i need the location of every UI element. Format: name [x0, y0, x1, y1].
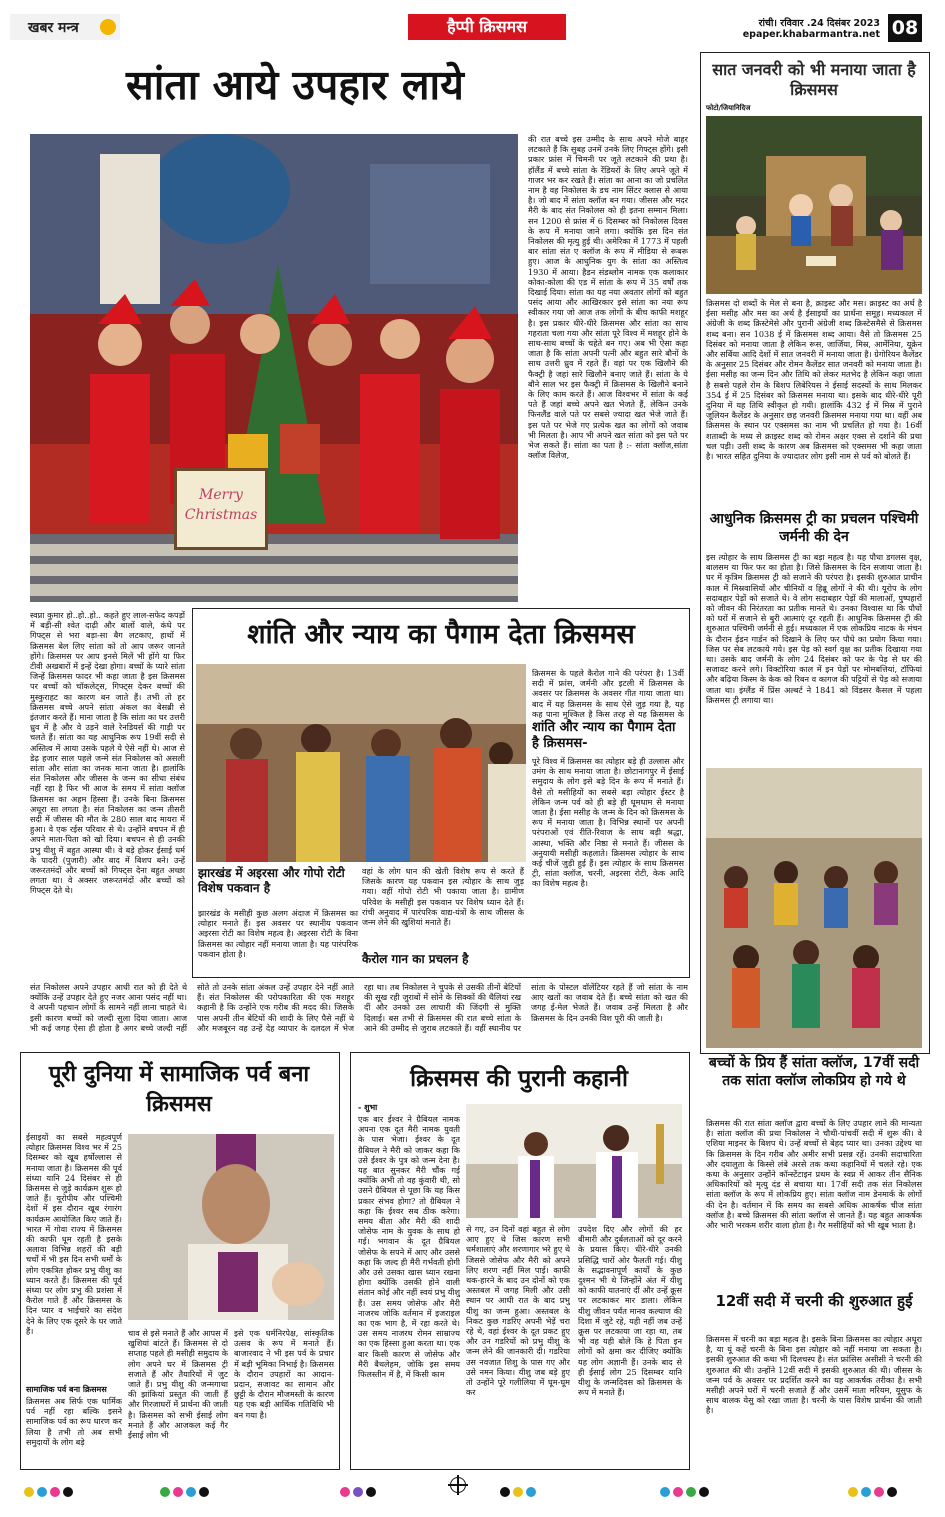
dot-icon: [686, 1487, 696, 1497]
peace-mid-text: वहां के लोग धान की खेती विशेष रूप से करते हैं जिसके कारण यह पकवान इस त्योहार के साथ जुड़ गया। वहीं गोपो रोटी भी पकाया जाता है। ग्रामीण परिवेश के मसीही इस पकवान पर विशेष ध्यान देते हैं। रांची अनुवाद में पारंपरिक वाद्य-यंत्रों के साथ जीसस के जन्म लेने की खुशियां मनाते हैं।: [362, 866, 524, 928]
story-title: क्रिसमस की पुरानी कहानी: [410, 1066, 628, 1092]
footer-dots-4: [500, 1481, 539, 1500]
story-text-c: उपदेश दिए और लोगों की हर बीमारी और दुर्बलताओं को दूर करने के प्रयास किए। धीरे-धीरे उनकी प्रसिद्धि चारों ओर फैलती गई। यीशु के सद्भावनापूर्ण कार्यों के कुछ दुश्मन भी थे जिन्होंने अंत में यीशु को काफी यातनाएं दीं और उन्हें क्रूस पर लटकाकर मार डाला। लेकिन यीशु जीवन पर्यंत मानव कल्याण की दिशा में जुटे रहे, यही नहीं जब उन्हें क्रूस पर लटकाया जा रहा था, तब भी वह यही बोले कि हे पिता इन लोगों को क्षमा कर दीजिए क्योंकि यह लोग अज्ञानी हैं। उनके बाद से ही ईसाई लोग 25 दिसम्बर यानि यीशु के जन्मदिवस को क्रिसमस के रूप में मनाते हैं।: [578, 1224, 682, 1398]
social-title: पूरी दुनिया में सामाजिक पर्व बना क्रिसमस: [48, 1062, 310, 1117]
dot-icon: [160, 1487, 170, 1497]
sidebar-text-4: क्रिसमस में चरनी का बड़ा महत्व है। इसके बिना क्रिसमस का त्योहार अधूरा है, या यूं कहें चरनी के बिना इस त्योहार को नहीं मनाया जा सकता है। इसकी शुरुआत की कथा भी दिलचस्प है। संत फ्रांसिस असीसी ने चरनी की शुरुआत की थी। उन्होंने 12वीं सदी में इसकी शुरुआत की थी। जीसस के जन्म पर्व के अवसर पर प्रदर्शित करने का यह आकर्षक तरीका है। सभी मसीही अपने घरों में चरनी सजाते हैं और उसमें माता मरियम, यूसुफ के साथ बालक येसु को रखा जाता है। चरनी के पास विशेष प्रार्थना की जाती है।: [706, 1334, 922, 1416]
sidebar-title-4: 12वीं सदी में चरनी की शुरुआत हुई: [715, 1292, 913, 1310]
dateline: रांची। रविवार .24 दिसंबर 2023: [758, 18, 880, 29]
dot-icon: [24, 1487, 34, 1497]
page-title: सांता आये उपहार लाये: [126, 61, 464, 109]
board-text-1: Merry: [199, 487, 243, 503]
sidebar-title-1: सात जनवरी को भी मनाया जाता है क्रिसमस: [712, 60, 916, 99]
registration-mark-icon: [450, 1477, 466, 1493]
dot-icon: [500, 1487, 510, 1497]
dot-icon: [173, 1487, 183, 1497]
logo-text: खबर मन्त्र: [28, 20, 79, 36]
sidebar-text-2: इस त्योहार के साथ क्रिसमस ट्री का बड़ा महत्व है। यह पौधा डगलस वृक्ष, बालसम या फिर फर का होता है। जिसे क्रिसमस के दिन सजाया जाता है। घर में कृत्रिम क्रिसमस ट्री को सजाने की परंपरा है। इसकी शुरुआत प्राचीन काल में मिस्रवासियों और चीनियों व हिब्रू लोगों ने की थी। यूरोप के लोग सदाबहार पेड़ों को सजाते थे। वे लोग सदाबहार पेड़ों की मालाओं, पुष्पहारों को जीवन की निरंतरता का प्रतीक मानते थे। उनका विश्वास था कि पौधों को घरों में सजाने से बुरी आत्माएं दूर रहती हैं। आधुनिक क्रिसमस ट्री की शुरुआत पश्चिमी जर्मनी से हुई। मध्यकाल में एक लोकप्रिय नाटक के मंचन के दौरान ईडन गार्डन को दिखाने के लिए फर पौधे का प्रयोग किया गया। जिस पर सेब लटकाये गये। इस पेड़ को स्वर्ग वृक्ष का प्रतीक दिखाया गया था। उसके बाद जर्मनी के लोग 24 दिसंबर को फर के पेड़ से घर की सजावट करने लगे। विक्टोरिया काल में इन पेड़ों पर मोमबत्तियां, टॉफियां और बढ़िया किस्म के केक को रिबन व कागज की पट्टियों से पेड़ को सजाया जाता था। इंग्लैंड में प्रिंस अल्बर्ट ने 1841 को विंडसर कैसल में पहला क्रिसमस ट्री लगाया था।: [706, 552, 922, 705]
church-gathering-photo: [196, 664, 526, 862]
epaper-url[interactable]: epaper.khabarmantra.net: [742, 29, 880, 40]
footer-dots-left: [24, 1481, 76, 1500]
peace-right-text-2: पूरे विश्व में क्रिसमस का त्योहार बड़े ही उल्लास और उमंग के साथ मनाया जाता है। छोटानागपुर में ईसाई समुदाय के लोग इसे बड़े दिन के रूप में मनाते हैं। वैसे तो मसीहियों का सबसे बड़ा त्योहार ईस्टर है लेकिन जन्म पर्व को ही बड़े ही धूमधाम से मनाया जाता है। ईसा मसीह के जन्म के दिन को क्रिसमस के रूप में मनाया जाता है। विभिन्न स्थानों पर अपनी परंपराओं एवं रीति-रिवाज के साथ बड़ी श्रद्धा, आस्था, भक्ति और निष्ठा से मनाते हैं। जीसस के अनुयायी मसीही कहलाते। क्रिसमस त्योहार के साथ कई चीजें जुड़ी हुई हैं। इस त्योहार के साथ क्रिसमस ट्री, सांता क्लॉज, चरनी, अइरसा रोटी, केक आदि का विशेष महत्व है।: [532, 756, 684, 889]
social-text-c: चाव से इसे मनाते हैं और आपस में खुशियां बांटते हैं। क्रिसमस से दो सप्ताह पहले ही मसीही समुदाय के लोग अपने घर में क्रिसमस ट्री सजाते हैं और तैयारियों में जुट जाते हैं। प्रभु यीशु की जन्मगाथा की झांकियां प्रस्तुत की जाती हैं और गिरजाघरों में प्रार्थना की जाती है। क्रिसमस को सभी ईसाई लोग मनाते हैं और आजकल कई गैर ईसाई लोग भी: [128, 1328, 228, 1441]
peace-title: शांति और न्याय का पैगाम देता क्रिसमस: [247, 619, 635, 650]
dot-icon: [861, 1487, 871, 1497]
dot-icon: [199, 1487, 209, 1497]
photo-byline: फोटो/जियानिदिज: [706, 104, 751, 112]
dot-icon: [660, 1487, 670, 1497]
dot-icon: [63, 1487, 73, 1497]
masthead: [0, 0, 945, 46]
footer-dots-3: [340, 1481, 379, 1500]
dot-icon: [848, 1487, 858, 1497]
footer-dots-2: [160, 1481, 212, 1500]
social-text-d: इसे एक धर्मनिरपेक्ष, सांस्कृतिक उत्सव के रूप में मनाते हैं। बाजारवाद ने भी इस पर्व के प्रचार में बड़ी भूमिका निभाई है। क्रिसमस के दौरान उपहारों का आदान-प्रदान, सजावट का सामान और छुट्टी के दौरान मौजमस्ती के कारण यह एक बड़ी आर्थिक गतिविधि भी बन गया है।: [234, 1328, 334, 1420]
merry-christmas-board: [174, 468, 268, 550]
logo-emblem-icon: [100, 19, 116, 35]
priests-photo: [466, 1104, 682, 1218]
dot-icon: [340, 1487, 350, 1497]
carol-title: कैरोल गान का प्रचलन है: [362, 952, 469, 966]
social-text-b: क्रिसमस अब सिर्फ एक धार्मिक पर्व नहीं रहा बल्कि इसने सामाजिक पर्व का रूप धारण कर लिया है तभी तो अब सभी समुदायों के लोग बड़े: [26, 1396, 122, 1447]
sidebar-text-3: क्रिसमस की रात सांता क्लॉज द्वारा बच्चों के लिए उपहार लाने की मान्यता है। सांता क्लॉज की प्रथा निकोलस ने चौथी-पांचवीं सदी में शुरू की। वे एशिया माइनर के बिशप थे। उन्हें बच्चों से बेहद प्यार था। उनका उद्देश्य था कि क्रिसमस के दिन गरीब और अमीर सभी प्रसन्न रहें। उनकी सदाचारिता और दयालुता के किस्से लंबे अरसे तक कथा कहानियों में चलते रहे। एक कथा के अनुसार उन्होंने कॉन्स्टेंटाइन प्रथम के स्वप्न में आकर तीन सैनिक अधिकारियों को मृत्यु दंड से बचाया था। 17वीं सदी तक संत निकोलस सांता क्लॉज के रूप में लोकप्रिय हुए। सांता क्लॉज नाम डेनमार्क के लोगों की देन है। वर्तमान में कि समय का सबसे अधिक आकर्षक चीज सांता क्लॉज है। बच्चे क्रिसमस की सांता क्लॉज से जानते हैं। यह बहुत आकर्षक और भारी भरकम शरीर वाला होता है। गैर मसीहियों को भी खूब भाता है।: [706, 1118, 922, 1231]
sidebar-title-3: बच्चों के प्रिय हैं सांता क्लॉज, 17वीं सदी तक सांता क्लॉज लोकप्रिय हो गये थे: [708, 1055, 920, 1089]
congregation-photo: [706, 768, 922, 1048]
footer-dots-right: [848, 1481, 900, 1500]
page-number: 08: [888, 14, 922, 42]
caption-text: झारखंड के मसीही कुछ अलग अंदाज में क्रिसमस का त्योहार मनाते हैं। इस अवसर पर स्थानीय पकवान अइरसा रोटी का विशेष महत्व है। अइरसा रोटी के बिना क्रिसमस का त्योहार नहीं मनाया जाता है। यह पारंपरिक पकवान होता है।: [198, 908, 358, 959]
dot-icon: [874, 1487, 884, 1497]
santa-article-column-right: की रात बच्चे इस उम्मीद के साथ अपने मोजे बाहर लटकाते हैं कि सुबह उनमें उनके लिए गिफ्ट्स होंगे। इसी प्रकार फ्रांस में चिमनी पर जूते लटकाने की प्रथा है। हॉलैंड में बच्चे सांता के रेंडियरों के लिए अपने जूते में गाजर भर कर रखते हैं। सांता का आना का जो प्रचलित नाम है वह निकोलस के डच नाम सिंटर क्लास से आया है। जो बाद में सांता क्लॉज बन गया। जीसस और मदर मैरी के बाद संत निकोलस को ही इतना सम्मान मिला। सन 1200 से फ्रांस में 6 दिसम्बर को निकोलस दिवस के रूप में मनाया जाने लगा। क्योंकि इस दिन संत निकोलस की मृत्यु हुई थी। अमेरिका में 1773 में पहली बार सांता संत ए क्लॉज के रूप में मीडिया से रूबरू हुए। आज के आधुनिक युग के सांता का अस्तित्व 1930 में आया। हैडन संडब्लोम नामक एक कलाकार कोका-कोला की एड में सांता के रूप में 35 वर्षों तक दिखाई दिया। सांता का यह नया अवतार लोगों को बहुत पसंद आया और आखिरकार इसे सांता का नया रूप स्वीकार गया जो आज तक लोगों के बीच काफी मशहूर है। इस प्रकार धीरे-धीरे क्रिसमस और सांता का साथ गहराता चला गया और सांता पूरे विश्व में मशहूर होने के साथ-साथ बच्चों के चहेते बन गए। अब भी ऐसा कहा जाता है कि सांता अपनी पत्नी और बहुत सारे बौनों के साथ उत्तरी ध्रुव में रहते हैं। वहां पर एक खिलौने की फैक्ट्री है जहां सारे खिलौने बनाए जाते हैं। सांता के ये बौने साल भर इस फैक्ट्री में क्रिसमस के खिलौने बनाने के लिए काम करते हैं। आज विश्वभर में सांता के कई पते हैं जहां बच्चे अपने खत भेजते हैं, लेकिन उनके फिनलैंड वाले पते पर सबसे ज्यादा खत भेजे जाते हैं। इस पते पर भेजे गए प्रत्येक खत का लोगों को जवाब भी मिलता है। आप भी अपने खत सांता को इस पते पर भेज सकते हैं। सांता का पता है :- सांता क्लॉज,सांता क्लॉज विलेज,: [528, 134, 688, 461]
dot-icon: [699, 1487, 709, 1497]
board-text-2: Christmas: [184, 507, 258, 523]
peace-right-text: क्रिसमस के पहले कैरोल गाने की परंपरा है। 13वीं सदी में फ्रांस, जर्मनी और इटली में क्रिसमस के अवसर पर क्रिसमस के अवसर गीत गाया जाता था। बाद में यह क्रिसमस के साथ ऐसे जुड़ गया है, यह कह पाना मुश्किल है किस तरह से यह क्रिसमस के: [532, 668, 684, 719]
section-title: हैप्पी क्रिसमस: [447, 17, 527, 36]
dot-icon: [50, 1487, 60, 1497]
sidebar-text-1: क्रिसमस दो शब्दों के मेल से बना है, क्राइस्ट और मस। क्राइस्ट का अर्थ है ईसा मसीह और मस का अर्थ है ईसाइयों का प्रार्थना समूह। मध्यकाल में अंग्रेजी के शब्द क्रिस्टेमेसे और पुरानी अंग्रेजी शब्द क्रिस्टेसमैसे से क्रिसमस शब्द बना। सन 1038 ई में क्रिसमस शब्द आया। वैसे तो क्रिसमस 25 दिसंबर को मनाया जाता है लेकिन रूस, जार्जिया, मिस्र, आर्मेनिया, यूक्रेन और सर्बिया आदि देशों में सात जनवरी में मनाया जाता है। ग्रेगोरियन कैलेंडर के अनुसार 25 दिसंबर और रोमन कैलेंडर सात जनवरी को मनाया जाता है। ईसा मसीह का जन्म दिन और तिथि को लेकर मतभेद है लेकिन कहा जाता है सबसे पहले रोम के बिशप लिबेरियस ने ईसाई सदस्यों के साथ मिलकर 354 ई में 25 दिसंबर को क्रिसमस मनाया था। इसके बाद धीरे-धीरे पूरी दुनिया में यह तिथि स्वीकृत हो गयी। हालांकि 432 ई में मिस्र में पुराने जूलियन कैलेंडर के अनुसार छह जनवरी क्रिसमस मनाया गया था। वहीं अब क्रिसमस के स्थान पर एक्समस का नाम भी प्रचलित हो गया है। 16वीं शताब्दी के मध्य से क्राइस्ट शब्द को रोमन अक्षर एक्स से दर्शाने की प्रथा चल पड़ी। उसी शब्द के कारण अब क्रिसमस को एक्समस भी कहा जाता है। भारत सहित दुनिया के ज्यादातर लोग इसी नाम से पर्व को बोलते हैं।: [706, 298, 922, 462]
footer-dots-5: [660, 1481, 712, 1500]
social-subhead: सामाजिक पर्व बना क्रिसमस: [26, 1385, 107, 1394]
caption-title: झारखंड में अइरसा और गोपो रोटी विशेष पकवान है: [198, 866, 345, 895]
dot-icon: [887, 1487, 897, 1497]
dot-icon: [366, 1487, 376, 1497]
bishop-photo: [128, 1134, 334, 1320]
section-banner: [408, 14, 566, 40]
dot-icon: [353, 1487, 363, 1497]
dot-icon: [526, 1487, 536, 1497]
santa-kids-photo: [30, 134, 518, 602]
footer-strip: [0, 1474, 945, 1498]
dot-icon: [186, 1487, 196, 1497]
social-text-a: ईसाइयों का सबसे महत्वपूर्ण त्योहार क्रिसमस विश्व भर में 25 दिसम्बर को खूब हर्षोल्लास से मनाया जाता है। क्रिसमस की पूर्व संध्या यानि 24 दिसंबर से ही क्रिसमस से जुड़े कार्यक्रम शुरू हो जाते हैं। यूरोपीय और पश्चिमी देशों में इस दौरान खूब रंगारंग कार्यक्रम आयोजित किए जाते हैं। भारत में गोवा राज्य में क्रिसमस की काफी धूम रहती है इसके अलावा विभिन्न शहरों की बड़ी चर्चों में भी इस दिन सभी धर्मों के लोग एकत्रित होकर प्रभु यीशु का ध्यान करते हैं। क्रिसमस की पूर्व संध्या पर लोग प्रभु की प्रशंसा में कैरोल गाते हैं और क्रिसमस के दिन प्यार व भाईचारे का संदेश देने के लिए एक दूसरे के घर जाते हैं।: [26, 1132, 122, 1336]
nativity-photo: [706, 116, 922, 294]
story-text-b: से गए, उन दिनों वहां बहुत से लोग आए हुए थे जिस कारण सभी धर्मशालाएं और शरणागार भरे हुए थे जिससे जोसेफ और मैरी को अपने लिए शरण नहीं मिल पाई। काफी थक-हारने के बाद उन दोनों को एक अस्तबल में जगह मिली और उसी स्थान पर आधी रात के बाद प्रभु यीशु का जन्म हुआ। अस्तबल के निकट कुछ गडरिए अपनी भेड़ें चरा रहे थे, वहां ईश्वर के दूत प्रकट हुए और उन गडरियों को प्रभु यीशु के जन्म लेने की जानकारी दी। गडरिया उस नवजात शिशु के पास गए और उसे नमन किया। यीशु जब बड़े हुए तो उन्होंने पूरे गलीलिया में घूम-घूम कर: [466, 1224, 570, 1398]
logo[interactable]: [10, 14, 120, 40]
peace-subtitle: शांति और न्याय का पैगाम देता है क्रिसमस-: [532, 720, 676, 751]
sidebar-title-2: आधुनिक क्रिसमस ट्री का प्रचलन पश्चिमी जर्मनी की देन: [709, 511, 919, 545]
story-byline: - शुभा: [358, 1103, 378, 1112]
dot-icon: [37, 1487, 47, 1497]
story-text-a: एक बार ईश्वर ने ग्रैबियल नामक अपना एक दूत मैरी नामक युवती के पास भेजा। ईश्वर के दूत ग्रैबियल ने मैरी को जाकर कहा कि उसे ईश्वर के पुत्र को जन्म देना है। यह बात सुनकर मैरी चौंक गई क्योंकि अभी तो वह कुंवारी थी, सो उसने ग्रैबियल से पूछा कि यह किस प्रकार संभव होगा? तो ग्रैबियल ने कहा कि ईश्वर सब ठीक करेगा। समय बीता और मैरी की शादी जोसेफ नाम के युवक के साथ हो गई। भगवान के दूत ग्रैबियल जोसेफ के सपने में आए और उससे कहा कि जल्द ही मैरी गर्भवती होगी और उसे उसका खास ध्यान रखना होगा क्योंकि उसकी होने वाली संतान कोई और नहीं स्वयं प्रभु यीशु हैं। उस समय जोसेफ और मैरी नाजरथ जोकि वर्तमान में इजराइल का एक भाग है, में रहा करते थे। उस समय नाजरथ रोमन साम्राज्य का एक हिस्सा हुआ करता था। एक बार किसी कारण से जोसेफ और मैरी बैथलेहम, जोकि इस समय फिलस्तीन में है, में किसी काम: [358, 1114, 460, 1380]
dot-icon: [673, 1487, 683, 1497]
santa-article-bottom: संत निकोलस अपने उपहार आधी रात को ही देते थे क्योंकि उन्हें उपहार देते हुए नजर आना पसंद नहीं था। वे अपनी पहचान लोगों के सामने नहीं लाना चाहते थे। इसी कारण बच्चों को जल्दी सुला दिया जाता। आज भी कई जगह ऐसा ही होता है अगर बच्चे जल्दी नहीं सोते तो उनके सांता अंकल उन्हें उपहार देने नहीं आते हैं। संत निकोलस की परोपकारिता की एक मशहूर कहानी है कि उन्होंने एक गरीब की मदद की। जिसके पास अपनी तीन बेटियों की शादी के लिए पैसे नहीं थे और मजबूरन वह उन्हें देह व्यापार के दलदल में भेज रहा था। तब निकोलस ने चुपके से उसकी तीनों बेटियों की सूख रही जुराबों में सोने के सिक्कों की थैलियां रख दीं और उनको उस लाचारी की जिंदगी से मुक्ति दिलाई। बस तभी से क्रिसमस की रात बच्चे सांता के आने की उम्मीद से जुराब लटकाते हैं। वहीं स्थानीय पर सांता के पोस्टल वॉलेंटियर रहते हैं जो सांता के नाम आए खतों का जवाब देते हैं। बच्चे सांता को खत की जगह ई-मेल भेजते हैं। जवाब उन्हें मिलता है और क्रिसमस के दिन उनकी विश पूरी की जाती है।: [30, 982, 688, 1033]
santa-article-column-left: स्वप्ना कुमार हो..हो..हो.. कहते हुए लाल-सफेद कपड़ों में बड़ी-सी श्वेत दाढ़ी और बालों वाले, कंधे पर गिफ्ट्स से भरा बड़ा-सा बैग लटकाए, हाथों में क्रिसमस बेल लिए सांता को तो आप जरूर जानते होंगे। क्रिसमस पर आप इनसे मिलें भी होंगे या फिर टीवी अखबारों में इन्हें देखा होगा। बच्चों के प्यारे सांता जिन्हें क्रिसमस फादर भी कहा जाता है इस क्रिसमस पर बच्चों को चॉकलेट्स, गिफ्ट्स देकर बच्चों की मुस्कुराहट का कारण बन जाते हैं। तभी तो हर क्रिसमस बच्चे अपने सांता अंकल का बेसब्री से इंतजार करते हैं। माना जाता है कि सांता का घर उत्तरी ध्रुव में है और वे उड़ने वाले रेनडियर्स की गाड़ी पर चलते हैं। सांता का यह आधुनिक रूप 19वीं सदी से अस्तित्व में आया उसके पहले ये ऐसे नहीं थे। आज से डेढ़ हजार साल पहले जन्मे संत निकोलस को असली सांता और सांता का जनक माना जाता है। हालांकि संत निकोलस और जीसस के जन्म का सीधा संबंध नहीं रहा है फिर भी आज के समय में सांता क्लॉज क्रिसमस का अहम हिस्सा हैं। उनके बिना क्रिसमस अधूरा सा लगता है। संत निकोलस का जन्म तीसरी सदी में जीसस की मौत के 280 साल बाद मायरा में हुआ। वे एक रईस परिवार से थे। उन्होंने बचपन में ही अपने माता-पिता को खो दिया। बचपन से ही उनकी प्रभु यीशु में बहुत आस्था थी। वे बड़े होकर ईसाई धर्म के पादरी (पुजारी) और बाद में बिशप बने। उन्हें जरूरतमंदों और बच्चों को गिफ्ट्स देना बहुत अच्छा लगता था। वे अक्सर जरूरतमंदों और बच्चों को गिफ्ट्स देते थे।: [30, 610, 185, 896]
dot-icon: [513, 1487, 523, 1497]
